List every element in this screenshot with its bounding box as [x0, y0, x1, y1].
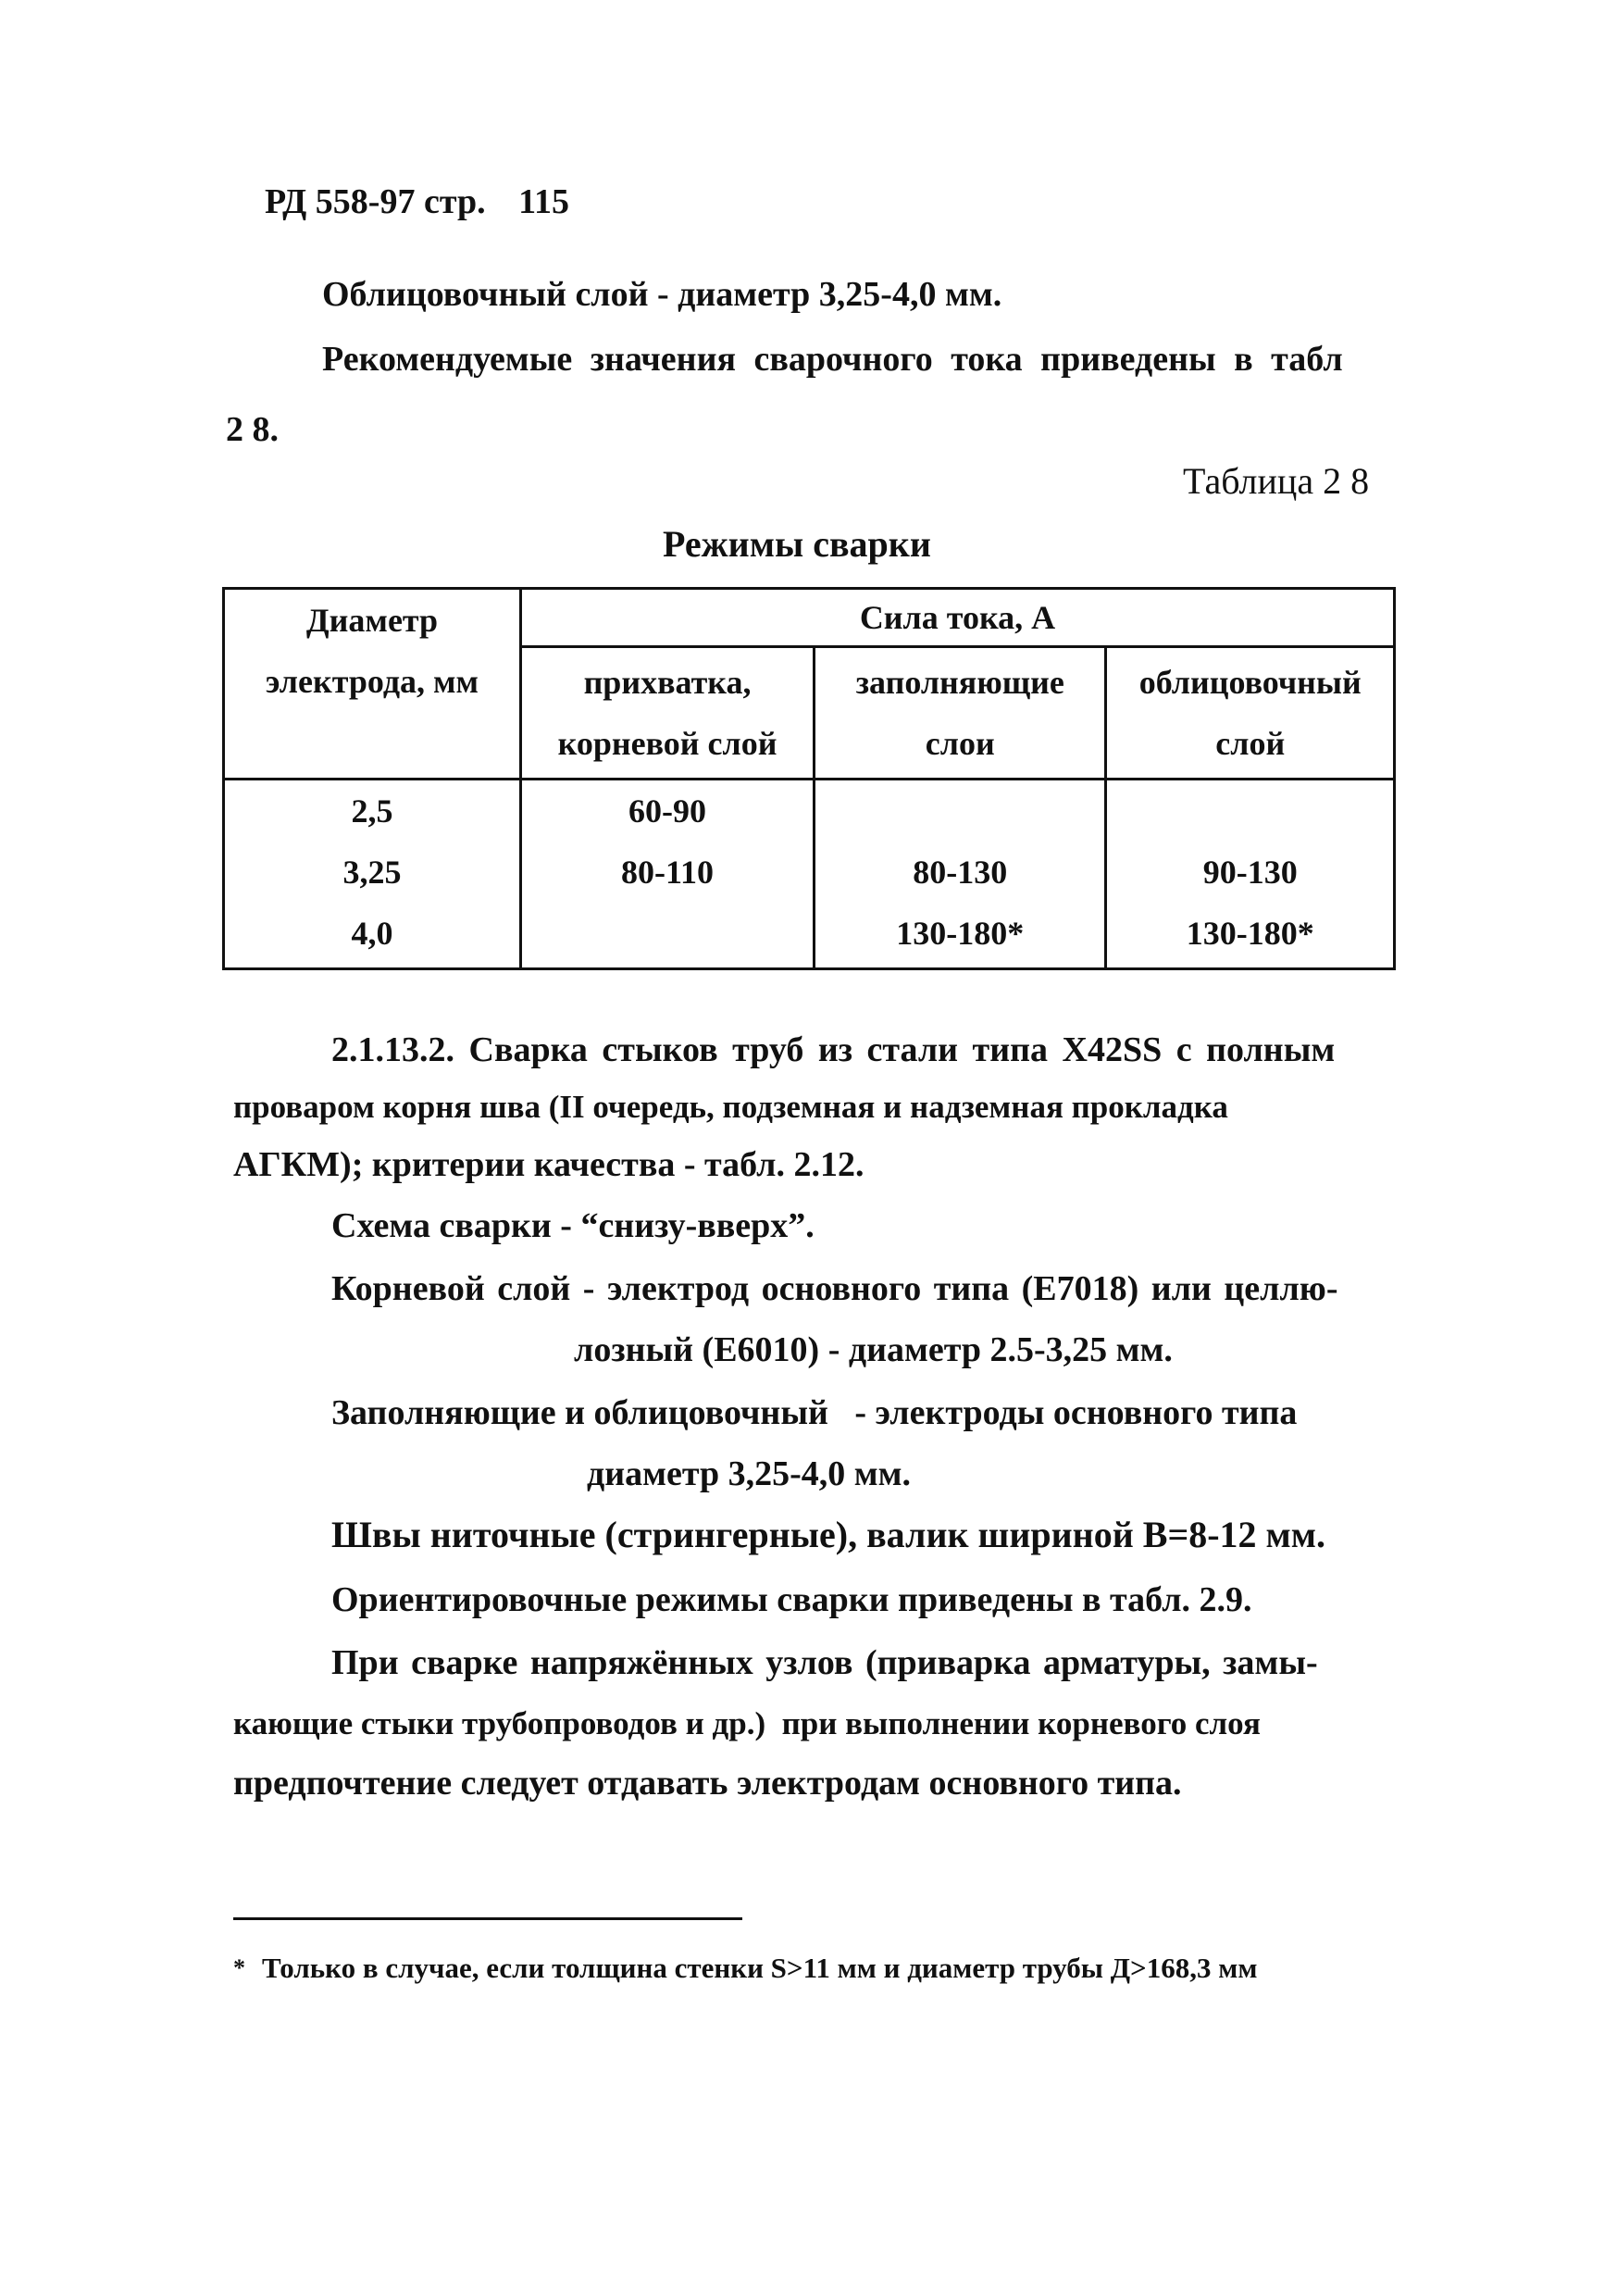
- table-cell: 60-90: [628, 792, 707, 830]
- table-column-diameter: [224, 780, 521, 969]
- table-cell: 3,25: [342, 854, 402, 891]
- table-cell: 4,0: [351, 915, 393, 952]
- table-cell: [1107, 780, 1393, 842]
- table-header-fill: [815, 647, 1106, 780]
- stress-paragraph-line-1: При сварке напряжённых узлов (приварка арматуры, замы-: [331, 1643, 1318, 1682]
- subheader-line-2: слой: [1215, 725, 1286, 762]
- modes-note: Ориентировочные режимы сварки приведены в табл. 2.9.: [331, 1580, 1252, 1619]
- section-paragraph-line-1: 2.1.13.2. Сварка стыков труб из стали типа X42SS с полным: [331, 1030, 1336, 1069]
- welding-scheme: Схема сварки - “снизу-вверх”.: [331, 1206, 815, 1245]
- table-cell: 80-130: [913, 854, 1008, 891]
- root-layer-line-2: лозный (E6010) - диаметр 2.5-3,25 мм.: [574, 1330, 1173, 1369]
- root-layer-line-1: Корневой слой - электрод основного типа (E7018) или целлю-: [331, 1269, 1338, 1308]
- footnote-text: Только в случае, если толщина стенки S>11 мм и диаметр трубы Д>168,3 мм: [262, 1952, 1258, 1984]
- table-cell: 2,5: [351, 792, 393, 830]
- table-cell: 130-180*: [896, 915, 1025, 952]
- table-header-tack-root: [520, 647, 814, 780]
- subheader-line-1: облицовочный: [1138, 664, 1362, 701]
- table-column-fill: [815, 780, 1106, 969]
- fill-layers-line-1: Заполняющие и облицовочный - электроды основного типа: [331, 1393, 1298, 1432]
- table-cell: [522, 903, 813, 964]
- subheader-line-1: прихватка,: [583, 664, 752, 701]
- page-number: 115: [518, 182, 569, 221]
- table-label: Таблица 2 8: [1183, 460, 1370, 502]
- section-paragraph-line-2: проваром корня шва (II очередь, подземная и надземная прокладка: [233, 1089, 1228, 1125]
- stress-paragraph-line-2: кающие стыки трубопроводов и др.) при выполнении корневого слоя: [233, 1705, 1261, 1741]
- table-cell: 80-110: [621, 854, 715, 891]
- table-cell: [815, 780, 1104, 842]
- intro-line-2: Рекомендуемые значения сварочного тока приведены в табл: [322, 340, 1343, 379]
- diameter-header-line-2: электрода, мм: [265, 663, 479, 700]
- table-column-cap: [1106, 780, 1395, 969]
- footnote-marker: *: [233, 1954, 245, 1981]
- subheader-line-1: заполняющие: [855, 664, 1064, 701]
- footnote: [233, 1950, 1257, 1987]
- page-header: [265, 181, 569, 222]
- table-header-diameter: [224, 589, 521, 780]
- welding-modes-table: [222, 587, 1396, 970]
- diameter-header-line-1: Диаметр: [305, 602, 439, 639]
- fill-layers-line-2: диаметр 3,25-4,0 мм.: [587, 1454, 912, 1493]
- table-header-current: Сила тока, А: [520, 589, 1394, 647]
- table-title: Режимы сварки: [663, 523, 931, 565]
- doc-reference: РД 558-97 стр.: [265, 182, 486, 221]
- table-column-tack-root: [520, 780, 814, 969]
- section-paragraph-line-3: АГКМ); критерии качества - табл. 2.12.: [233, 1145, 864, 1184]
- stress-paragraph-line-3: предпочтение следует отдавать электродам основного типа.: [233, 1764, 1182, 1803]
- intro-line-1: Облицовочный слой - диаметр 3,25-4,0 мм.: [322, 275, 1002, 314]
- intro-line-3: 2 8.: [226, 410, 279, 449]
- table-header-cap: [1106, 647, 1395, 780]
- subheader-line-2: корневой слой: [557, 725, 777, 762]
- seams-note: Швы ниточные (стрингерные), валик шириной В=8-12 мм.: [331, 1514, 1326, 1555]
- footnote-divider: [233, 1917, 742, 1920]
- subheader-line-2: слои: [925, 725, 995, 762]
- table-cell: 90-130: [1202, 854, 1298, 891]
- table-cell: 130-180*: [1186, 915, 1314, 952]
